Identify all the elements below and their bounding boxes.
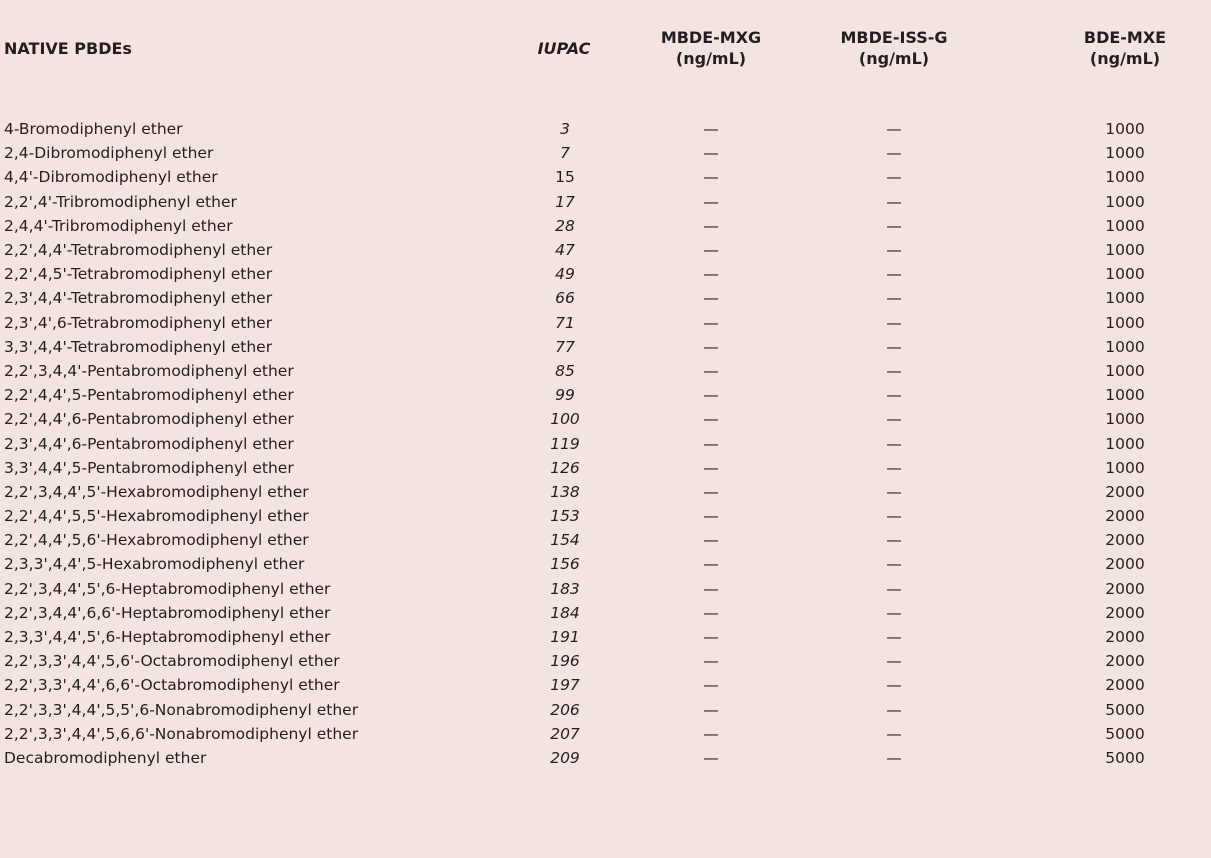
mbde-iss-g-value: —: [886, 700, 902, 719]
bde-mxe-value: 2000: [1105, 507, 1145, 526]
bde-mxe-value: 5000: [1105, 748, 1145, 767]
iupac-number: 71: [555, 313, 575, 332]
iupac-number: 7: [560, 144, 570, 163]
table-row: [0, 383, 1211, 407]
mbde-mxg-value: —: [703, 144, 719, 163]
header-native-pbdes-text: NATIVE PBDEs: [4, 38, 132, 58]
table-row: [0, 238, 1211, 262]
iupac-number: 184: [550, 603, 580, 622]
compound-name: 2,4,4'-Tribromodiphenyl ether: [4, 216, 233, 235]
iupac-number: 207: [550, 724, 580, 743]
mbde-iss-g-value: —: [886, 555, 902, 574]
mbde-mxg-value: —: [703, 579, 719, 598]
header-iupac-text: IUPAC: [537, 38, 591, 58]
iupac-number: 77: [555, 337, 575, 356]
mbde-iss-g-value: —: [886, 579, 902, 598]
mbde-mxg-value: —: [703, 531, 719, 550]
header-iupac: [500, 0, 600, 96]
iupac-number: 156: [550, 555, 580, 574]
compound-name: 2,3,3',4,4',5-Hexabromodiphenyl ether: [4, 555, 305, 574]
table-row: [0, 214, 1211, 238]
bde-mxe-value: 1000: [1105, 192, 1145, 211]
mbde-iss-g-value: —: [886, 603, 902, 622]
table-row: [0, 625, 1211, 649]
header-spacer: [0, 96, 1211, 117]
bde-mxe-value: 1000: [1105, 120, 1145, 139]
mbde-iss-g-value: —: [886, 313, 902, 332]
compound-name: 2,2',3,4,4',5',6-Heptabromodiphenyl ether: [4, 579, 331, 598]
mbde-iss-g-value: —: [886, 265, 902, 284]
header-bde-mxe-title: BDE-MXE: [1083, 28, 1167, 47]
mbde-mxg-value: —: [703, 482, 719, 501]
table-row: [0, 722, 1211, 746]
compound-name: 4,4'-Dibromodiphenyl ether: [4, 168, 218, 187]
compound-name: 3,3',4,4',5-Pentabromodiphenyl ether: [4, 458, 294, 477]
table-row: [0, 407, 1211, 431]
mbde-iss-g-value: —: [886, 241, 902, 260]
mbde-iss-g-value: —: [886, 507, 902, 526]
table-row: [0, 286, 1211, 310]
table-row: [0, 649, 1211, 673]
bde-mxe-value: 1000: [1105, 144, 1145, 163]
bde-mxe-value: 2000: [1105, 628, 1145, 647]
bde-mxe-value: 2000: [1105, 579, 1145, 598]
bde-mxe-value: 2000: [1105, 676, 1145, 695]
mbde-mxg-value: —: [703, 748, 719, 767]
compound-name: 3,3',4,4'-Tetrabromodiphenyl ether: [4, 337, 273, 356]
header-mbde-iss-g: [792, 0, 984, 96]
mbde-mxg-value: —: [703, 458, 719, 477]
mbde-iss-g-value: —: [886, 192, 902, 211]
mbde-mxg-value: —: [703, 265, 719, 284]
iupac-number: 126: [550, 458, 580, 477]
table-row: [0, 190, 1211, 214]
table-row: [0, 504, 1211, 528]
table-row: [0, 335, 1211, 359]
table-row: [0, 431, 1211, 455]
mbde-iss-g-value: —: [886, 410, 902, 429]
mbde-mxg-value: —: [703, 120, 719, 139]
mbde-iss-g-value: —: [886, 168, 902, 187]
compound-name: 2,3',4,4'-Tetrabromodiphenyl ether: [4, 289, 273, 308]
header-mbde-mxg: [600, 0, 792, 96]
compound-name: 2,2',3,3',4,4',5,6'-Octabromodiphenyl ether: [4, 652, 340, 671]
compound-name: 2,2',3,3',4,4',5,6,6'-Nonabromodiphenyl ether: [4, 724, 359, 743]
compound-name: 2,2',4,5'-Tetrabromodiphenyl ether: [4, 265, 273, 284]
mbde-mxg-value: —: [703, 386, 719, 405]
mbde-iss-g-value: —: [886, 458, 902, 477]
iupac-number: 183: [550, 579, 580, 598]
header-mbde-mxg-title: MBDE-MXG: [660, 28, 762, 47]
iupac-number: 85: [555, 361, 575, 380]
mbde-mxg-value: —: [703, 313, 719, 332]
mbde-iss-g-value: —: [886, 361, 902, 380]
compound-name: 2,2',4,4',5,5'-Hexabromodiphenyl ether: [4, 507, 309, 526]
bde-mxe-value: 1000: [1105, 337, 1145, 356]
mbde-mxg-value: —: [703, 216, 719, 235]
table-row: [0, 141, 1211, 165]
compound-name: 2,4-Dibromodiphenyl ether: [4, 144, 214, 163]
compound-name: 2,2',3,3',4,4',5,5',6-Nonabromodiphenyl ether: [4, 700, 359, 719]
mbde-mxg-value: —: [703, 555, 719, 574]
bde-mxe-value: 5000: [1105, 724, 1145, 743]
compound-name: 2,2',4'-Tribromodiphenyl ether: [4, 192, 237, 211]
bde-mxe-value: 1000: [1105, 434, 1145, 453]
bde-mxe-value: 1000: [1105, 361, 1145, 380]
mbde-mxg-value: —: [703, 628, 719, 647]
compound-name: 2,3',4',6-Tetrabromodiphenyl ether: [4, 313, 273, 332]
table-row: [0, 698, 1211, 722]
mbde-mxg-value: —: [703, 337, 719, 356]
mbde-iss-g-value: —: [886, 676, 902, 695]
iupac-number: 3: [560, 120, 570, 139]
iupac-number: 66: [555, 289, 575, 308]
mbde-iss-g-value: —: [886, 289, 902, 308]
table-header: [0, 0, 1211, 96]
compound-name: 2,2',3,3',4,4',6,6'-Octabromodiphenyl ether: [4, 676, 340, 695]
table-row: [0, 577, 1211, 601]
bde-mxe-value: 1000: [1105, 241, 1145, 260]
bde-mxe-value: 1000: [1105, 168, 1145, 187]
mbde-iss-g-value: —: [886, 748, 902, 767]
iupac-number: 47: [555, 241, 575, 260]
bde-mxe-value: 1000: [1105, 458, 1145, 477]
compound-name: 4-Bromodiphenyl ether: [4, 120, 183, 139]
iupac-number: 196: [550, 652, 580, 671]
compound-name: 2,2',3,4,4',5'-Hexabromodiphenyl ether: [4, 482, 309, 501]
header-mbde-iss-g-unit: (ng/mL): [858, 49, 930, 68]
iupac-number: 154: [550, 531, 580, 550]
mbde-iss-g-value: —: [886, 724, 902, 743]
iupac-number: 17: [555, 192, 575, 211]
mbde-iss-g-value: —: [886, 216, 902, 235]
mbde-iss-g-value: —: [886, 652, 902, 671]
mbde-iss-g-value: —: [886, 144, 902, 163]
bde-mxe-value: 2000: [1105, 555, 1145, 574]
mbde-mxg-value: —: [703, 434, 719, 453]
table-row: [0, 165, 1211, 189]
table-row: [0, 262, 1211, 286]
iupac-number: 99: [555, 386, 575, 405]
bde-mxe-value: 2000: [1105, 652, 1145, 671]
iupac-number: 15: [555, 168, 575, 187]
mbde-mxg-value: —: [703, 241, 719, 260]
mbde-mxg-value: —: [703, 410, 719, 429]
bde-mxe-value: 2000: [1105, 603, 1145, 622]
compound-name: 2,2',3,4,4',6,6'-Heptabromodiphenyl ether: [4, 603, 331, 622]
mbde-mxg-value: —: [703, 652, 719, 671]
iupac-number: 191: [550, 628, 580, 647]
compound-name: Decabromodiphenyl ether: [4, 748, 207, 767]
table-row: [0, 528, 1211, 552]
compound-name: 2,2',4,4',5,6'-Hexabromodiphenyl ether: [4, 531, 309, 550]
mbde-mxg-value: —: [703, 289, 719, 308]
bde-mxe-value: 1000: [1105, 313, 1145, 332]
bde-mxe-value: 1000: [1105, 289, 1145, 308]
mbde-iss-g-value: —: [886, 482, 902, 501]
mbde-iss-g-value: —: [886, 531, 902, 550]
header-mbde-mxg-unit: (ng/mL): [675, 49, 747, 68]
table-row: [0, 359, 1211, 383]
mbde-iss-g-value: —: [886, 386, 902, 405]
table-row: [0, 673, 1211, 697]
bde-mxe-value: 1000: [1105, 265, 1145, 284]
header-bde-mxe: [984, 0, 1211, 96]
bde-mxe-value: 1000: [1105, 386, 1145, 405]
table-row: [0, 601, 1211, 625]
bde-mxe-value: 5000: [1105, 700, 1145, 719]
mbde-iss-g-value: —: [886, 628, 902, 647]
mbde-mxg-value: —: [703, 724, 719, 743]
compound-name: 2,2',4,4',6-Pentabromodiphenyl ether: [4, 410, 294, 429]
mbde-mxg-value: —: [703, 676, 719, 695]
bde-mxe-value: 2000: [1105, 482, 1145, 501]
header-native-pbdes: [0, 0, 500, 96]
iupac-number: 153: [550, 507, 580, 526]
mbde-mxg-value: —: [703, 192, 719, 211]
table-row: [0, 746, 1211, 770]
compound-name: 2,2',3,4,4'-Pentabromodiphenyl ether: [4, 361, 294, 380]
table-row: [0, 480, 1211, 504]
bde-mxe-value: 1000: [1105, 410, 1145, 429]
mbde-mxg-value: —: [703, 700, 719, 719]
compound-name: 2,3,3',4,4',5',6-Heptabromodiphenyl ether: [4, 628, 331, 647]
iupac-number: 119: [550, 434, 580, 453]
mbde-mxg-value: —: [703, 168, 719, 187]
iupac-number: 197: [550, 676, 580, 695]
iupac-number: 100: [550, 410, 580, 429]
table-body: [0, 117, 1211, 770]
bde-mxe-value: 2000: [1105, 531, 1145, 550]
mbde-iss-g-value: —: [886, 337, 902, 356]
bde-mxe-value: 1000: [1105, 216, 1145, 235]
iupac-number: 49: [555, 265, 575, 284]
iupac-number: 209: [550, 748, 580, 767]
iupac-number: 206: [550, 700, 580, 719]
table-row: [0, 552, 1211, 576]
compound-name: 2,2',4,4',5-Pentabromodiphenyl ether: [4, 386, 294, 405]
iupac-number: 28: [555, 216, 575, 235]
mbde-mxg-value: —: [703, 361, 719, 380]
header-bde-mxe-unit: (ng/mL): [1089, 49, 1161, 68]
mbde-mxg-value: —: [703, 603, 719, 622]
table-row: [0, 117, 1211, 141]
mbde-iss-g-value: —: [886, 434, 902, 453]
mbde-mxg-value: —: [703, 507, 719, 526]
table-row: [0, 456, 1211, 480]
compound-name: 2,2',4,4'-Tetrabromodiphenyl ether: [4, 241, 273, 260]
header-mbde-iss-g-title: MBDE-ISS-G: [840, 28, 948, 47]
mbde-iss-g-value: —: [886, 120, 902, 139]
table-row: [0, 311, 1211, 335]
compound-name: 2,3',4,4',6-Pentabromodiphenyl ether: [4, 434, 294, 453]
iupac-number: 138: [550, 482, 580, 501]
